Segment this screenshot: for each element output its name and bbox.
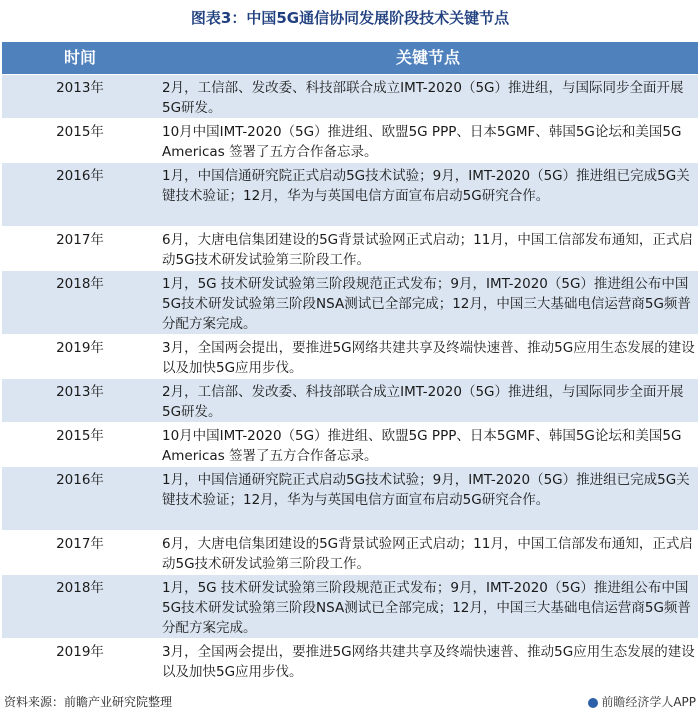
row-event: 2月，工信部、发改委、科技部联合成立IMT-2020（5G）推进组，与国际同步全面开展5G研发。 [162, 80, 684, 116]
row-event: 1月，中国信通研究院正式启动5G技术试验；9月，IMT-2020（5G）推进组已完成5G关键技术验证；12月，华为与英国电信方面宣布启动5G研究合作。 [162, 168, 690, 204]
brand-logo-icon [588, 698, 598, 708]
row-year: 2013年 [56, 384, 104, 400]
milestone-table [2, 42, 698, 682]
table-row [2, 574, 698, 638]
row-year: 2019年 [56, 340, 104, 356]
figure-title: 图表3：中国5G通信协同发展阶段技术关键节点 [190, 9, 510, 27]
header-year: 时间 [63, 48, 96, 67]
source-note: 资料来源：前瞻产业研究院整理 [4, 695, 173, 709]
table-row [2, 334, 698, 378]
table-row [2, 270, 698, 334]
row-event: 1月，5G 技术研发试验第三阶段规范正式发布；9月，IMT-2020（5G）推进组公布中国5G技术研发试验第三阶段NSA测试已全部完成；12月，中国三大基础电信运营商5G频普分配方案完成。 [162, 580, 691, 636]
row-event: 10月中国IMT-2020（5G）推进组、欧盟5G PPP、日本5GMF、韩国5G论坛和美国5G Americas 签署了五方合作备忘录。 [162, 124, 682, 160]
row-event: 2月，工信部、发改委、科技部联合成立IMT-2020（5G）推进组，与国际同步全面开展5G研发。 [162, 384, 684, 420]
header-event: 关键节点 [395, 48, 460, 67]
row-year: 2017年 [56, 232, 104, 248]
footer [4, 693, 696, 710]
brand-name: 前瞻经济学人APP [601, 695, 696, 709]
row-event: 10月中国IMT-2020（5G）推进组、欧盟5G PPP、日本5GMF、韩国5G论坛和美国5G Americas 签署了五方合作备忘录。 [162, 428, 682, 464]
row-event: 1月，5G 技术研发试验第三阶段规范正式发布；9月，IMT-2020（5G）推进组公布中国5G技术研发试验第三阶段NSA测试已全部完成；12月，中国三大基础电信运营商5G频普分配方案完成。 [162, 276, 691, 332]
row-year: 2018年 [56, 580, 104, 596]
row-year: 2016年 [56, 168, 104, 184]
row-year: 2015年 [56, 124, 104, 140]
table-row [2, 638, 698, 682]
row-event: 3月，全国两会提出，要推进5G网络共建共享及终端快速普、推动5G应用生态发展的建设以及加快5G应用步伐。 [162, 340, 695, 376]
row-year: 2019年 [56, 644, 104, 660]
table-row [2, 466, 698, 530]
row-year: 2017年 [56, 536, 104, 552]
table-row [2, 378, 698, 422]
row-year: 2016年 [56, 472, 104, 488]
table-row [2, 226, 698, 270]
table-row [2, 118, 698, 162]
table-row [2, 162, 698, 226]
row-event: 1月，中国信通研究院正式启动5G技术试验；9月，IMT-2020（5G）推进组已完成5G关键技术验证；12月，华为与英国电信方面宣布启动5G研究合作。 [162, 472, 690, 508]
brand-mark [588, 693, 696, 710]
row-event: 3月，全国两会提出，要推进5G网络共建共享及终端快速普、推动5G应用生态发展的建设以及加快5G应用步伐。 [162, 644, 695, 680]
table-header [2, 42, 698, 74]
row-year: 2013年 [56, 80, 104, 96]
row-year: 2018年 [56, 276, 104, 292]
table-body [2, 74, 698, 682]
row-event: 6月，大唐电信集团建设的5G背景试验网正式启动；11月，中国工信部发布通知，正式启动5G技术研发试验第三阶段工作。 [162, 232, 693, 268]
table-row [2, 74, 698, 118]
row-event: 6月，大唐电信集团建设的5G背景试验网正式启动；11月，中国工信部发布通知，正式启动5G技术研发试验第三阶段工作。 [162, 536, 693, 572]
table-row [2, 530, 698, 574]
row-year: 2015年 [56, 428, 104, 444]
table-row [2, 422, 698, 466]
